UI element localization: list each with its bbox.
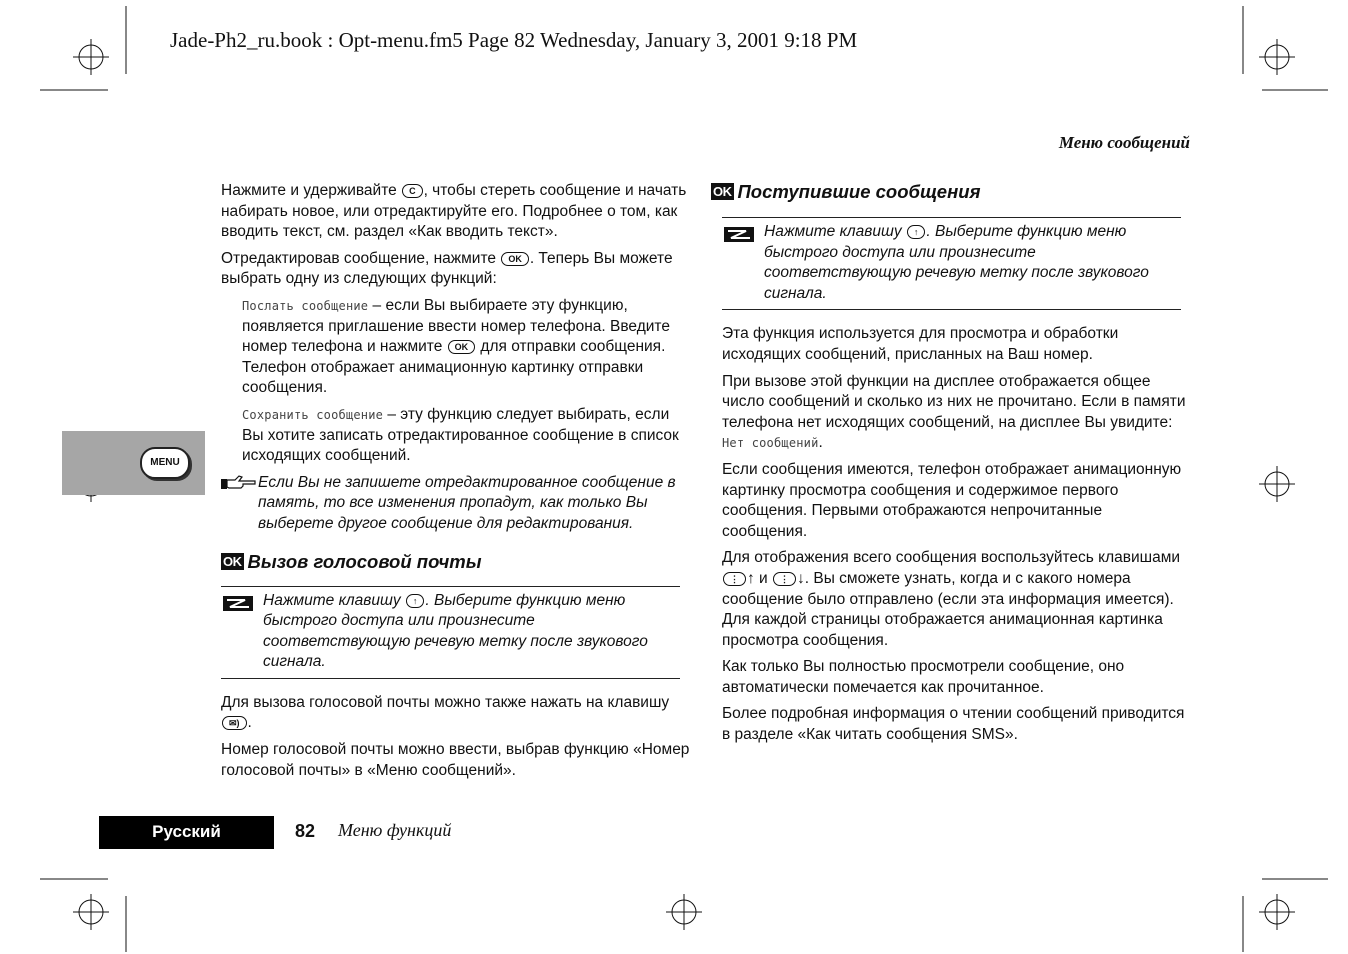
voicemail-key-icon: ✉) (222, 716, 247, 730)
paragraph: Как только Вы полностью просмотрели сообщение, оно автоматически помечается как прочитанное. (722, 658, 1125, 696)
paragraph: Эта функция используется для просмотра и обработки исходящих сообщений, присланных на Ваш номер. (722, 325, 1119, 363)
option-save-message: Сохранить сообщение – эту функцию следует выбирать, если Вы хотите записать отредактированное сообщение в список исходящих сообщений. (242, 405, 679, 465)
c-key-icon: C (402, 184, 423, 198)
page-number: 82 (295, 821, 316, 841)
paragraph: Нажмите и удерживайте C , чтобы стереть сообщение и начать набирать новое, или отредактируйте его. Подробнее о том, как вводить текст, см. раздел «Как вводить текст». (221, 182, 687, 241)
paragraph: Для отображения всего сообщения воспользуйтесь клавишами ⋮ ↑ и ⋮ ↓. Вы сможете узнать, когда и с какого номера сообщение было отправлено (если эта информация имеется). Для каждой страницы отображается анимационная картинка просмотра сообщения. (722, 549, 1181, 649)
language-tab: Русский (99, 816, 274, 849)
shortcut-icon (223, 596, 253, 611)
display-term: Послать сообщение (242, 298, 369, 313)
chapter-name: Меню функций (338, 820, 452, 840)
scroll-key-icon: ⋮ (723, 572, 746, 586)
scroll-key-icon: ⋮ (773, 572, 796, 586)
paragraph: Для вызова голосовой почты можно также нажать на клавишу ✉) . (221, 693, 670, 732)
paragraph: Если сообщения имеются, телефон отображает анимационную картинку просмотра сообщения и содержимое первого сообщения. Первыми отображаются непрочитанные сообщения. (722, 460, 1182, 540)
shortcut-icon (724, 227, 754, 242)
shortcut-text: Нажмите клавишу ↑ . Выберите функцию меню быстрого доступа или произнесите соответствующую речевую метку после звукового сигнала. (764, 223, 1149, 302)
display-term: Сохранить сообщение (242, 407, 384, 422)
up-arrow-icon: ↑ (747, 569, 755, 587)
paragraph: Более подробная информация о чтении сообщений приводится в разделе «Как читать сообщения SMS». (722, 705, 1185, 744)
print-slug-header: Jade-Ph2_ru.book : Opt-menu.fm5 Page 82 Wednesday, January 3, 2001 9:18 PM (170, 28, 858, 52)
pointing-hand-icon (221, 474, 257, 490)
ok-key-icon: OK (448, 340, 476, 354)
section-heading-voicemail: OK Вызов голосовой почты (223, 550, 482, 572)
paragraph: Отредактировав сообщение, нажмите OK . Теперь Вы можете выбрать одну из следующих функций: (221, 249, 673, 288)
paragraph: Номер голосовой почты можно ввести, выбрав функцию «Номер голосовой почты» в «Меню сообщений». (221, 741, 690, 779)
shortcut-text: Нажмите клавишу ↑ . Выберите функцию меню быстрого доступа или произнесите соответствующую речевую метку после звукового сигнала. (263, 591, 648, 671)
ok-key-icon: OK (501, 252, 529, 266)
running-head: Меню сообщений (1058, 133, 1190, 152)
display-term: Нет сообщений (722, 436, 819, 451)
option-send-message: Послать сообщение – если Вы выбираете эту функцию, появляется приглашение ввести номер телефона. Введите номер телефона и нажмите OK для отправки сообщения. Телефон отображает анимационную картинку отправки сообщения. (242, 296, 670, 397)
paragraph: При вызове этой функции на дисплее отображается общее число сообщений и сколько из них не прочитано. Если в памяти телефона нет исходящих сообщений, на дисплее Вы увидите: Нет сообщений. (722, 372, 1186, 452)
up-arrow-key-icon: ↑ (406, 594, 425, 608)
left-column (221, 181, 691, 787)
ok-badge-icon: OK (223, 553, 242, 569)
up-arrow-key-icon: ↑ (907, 225, 926, 239)
note: Если Вы не запишете отредактированное сообщение в память, то все изменения пропадут, как только Вы выберете другое сообщение для редактирования. (221, 473, 691, 535)
shortcut-box (722, 217, 1181, 310)
down-arrow-icon: ↓ (797, 569, 805, 587)
ok-badge-icon: OK (713, 184, 732, 199)
shortcut-box (221, 586, 680, 679)
menu-key-icon: MENU (140, 447, 190, 479)
section-heading-incoming: OK Поступившие сообщения (713, 181, 981, 202)
right-column (711, 181, 1189, 752)
